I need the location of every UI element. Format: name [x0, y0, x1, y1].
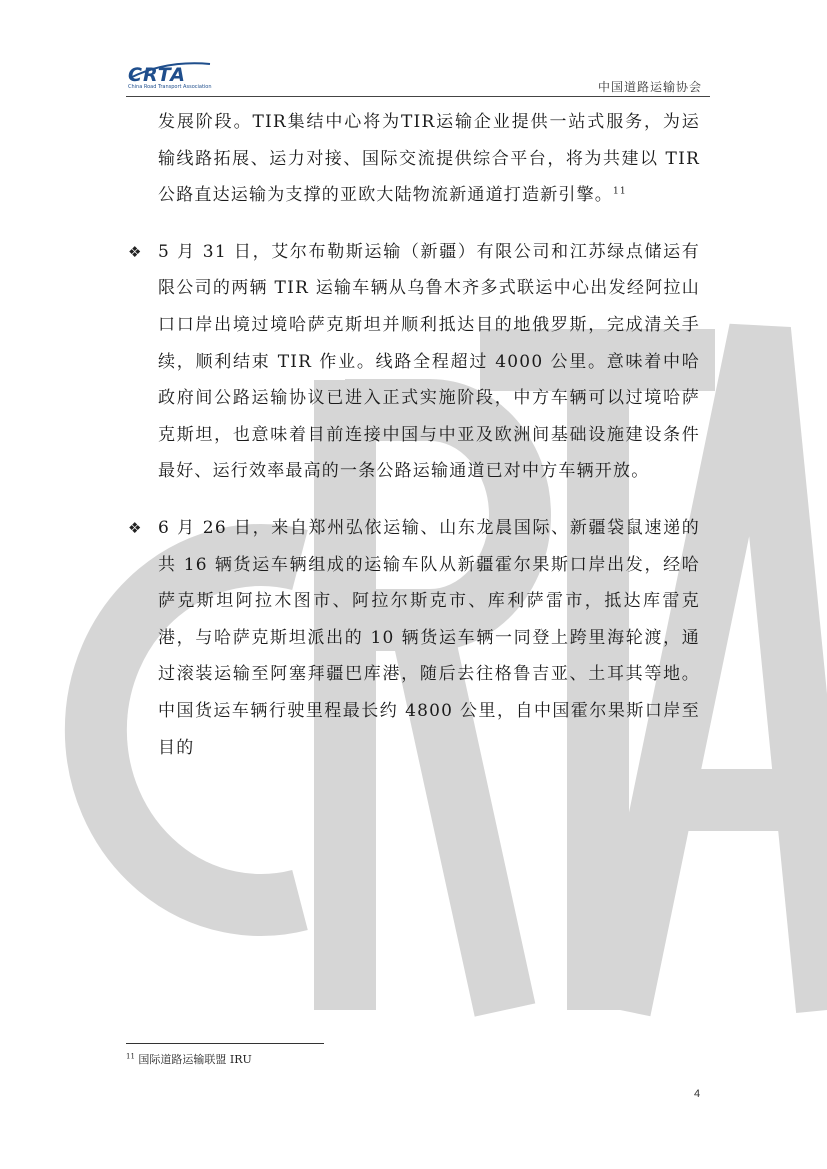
paragraph-text: 发展阶段。TIR集结中心将为TIR运输企业提供一站式服务，为运输线路拓展、运力对接、国际交流提供综合平台，将为共建以 TIR 公路直达运输为支撑的亚欧大陆物流新通道打造新引擎。 — [158, 112, 700, 206]
paragraph-text: 5 月 31 日，艾尔布勒斯运输（新疆）有限公司和江苏绿点储运有限公司的两辆 TIR 运输车辆从乌鲁木齐多式联运中心出发经阿拉山口口岸出境过境哈萨克斯坦并顺利抵达目的地俄罗斯，完成清关手续，顺利结束 TIR 作业。线路全程超过 4000 公里。意味着中哈政府间公路运输协议已进入正式实施阶段，中方车辆可以过境哈萨克斯坦，也意味着目前连接中国与中亚及欧洲间基础设施建设条件最好、运行效率最高的一条公路运输通道已对中方车辆开放。 — [158, 241, 700, 482]
footnote — [126, 1051, 252, 1067]
paragraph — [126, 104, 700, 214]
document-body — [126, 104, 700, 766]
list-item — [126, 510, 700, 766]
crta-logo — [126, 58, 212, 94]
page-header — [126, 58, 710, 98]
header-divider — [126, 96, 710, 97]
footnote-number: 11 — [126, 1052, 135, 1061]
footnote-divider — [126, 1043, 324, 1044]
diamond-bullet-icon: ❖ — [128, 518, 143, 537]
page-number: 4 — [694, 1088, 701, 1100]
organization-name: 中国道路运输协会 — [597, 80, 702, 94]
logo-text: CRTA — [128, 64, 186, 86]
footnote-text: 国际道路运输联盟 IRU — [138, 1053, 252, 1066]
footnote-ref[interactable]: 11 — [613, 186, 627, 197]
logo-subtitle: China Road Transport Association — [128, 84, 212, 90]
list-item — [126, 234, 700, 490]
diamond-bullet-icon: ❖ — [128, 242, 143, 261]
paragraph-text: 6 月 26 日，来自郑州弘依运输、山东龙晨国际、新疆袋鼠速递的共 16 辆货运车辆组成的运输车队从新疆霍尔果斯口岸出发，经哈萨克斯坦阿拉木图市、阿拉尔斯克市、库利萨雷市，抵达库雷克港，与哈萨克斯坦派出的 10 辆货运车辆一同登上跨里海轮渡，通过滚装运输至阿塞拜疆巴库港，随后去往格鲁吉亚、土耳其等地。中国货运车辆行驶里程最长约 4800 公里，自中国霍尔果斯口岸至目的 — [158, 517, 700, 758]
